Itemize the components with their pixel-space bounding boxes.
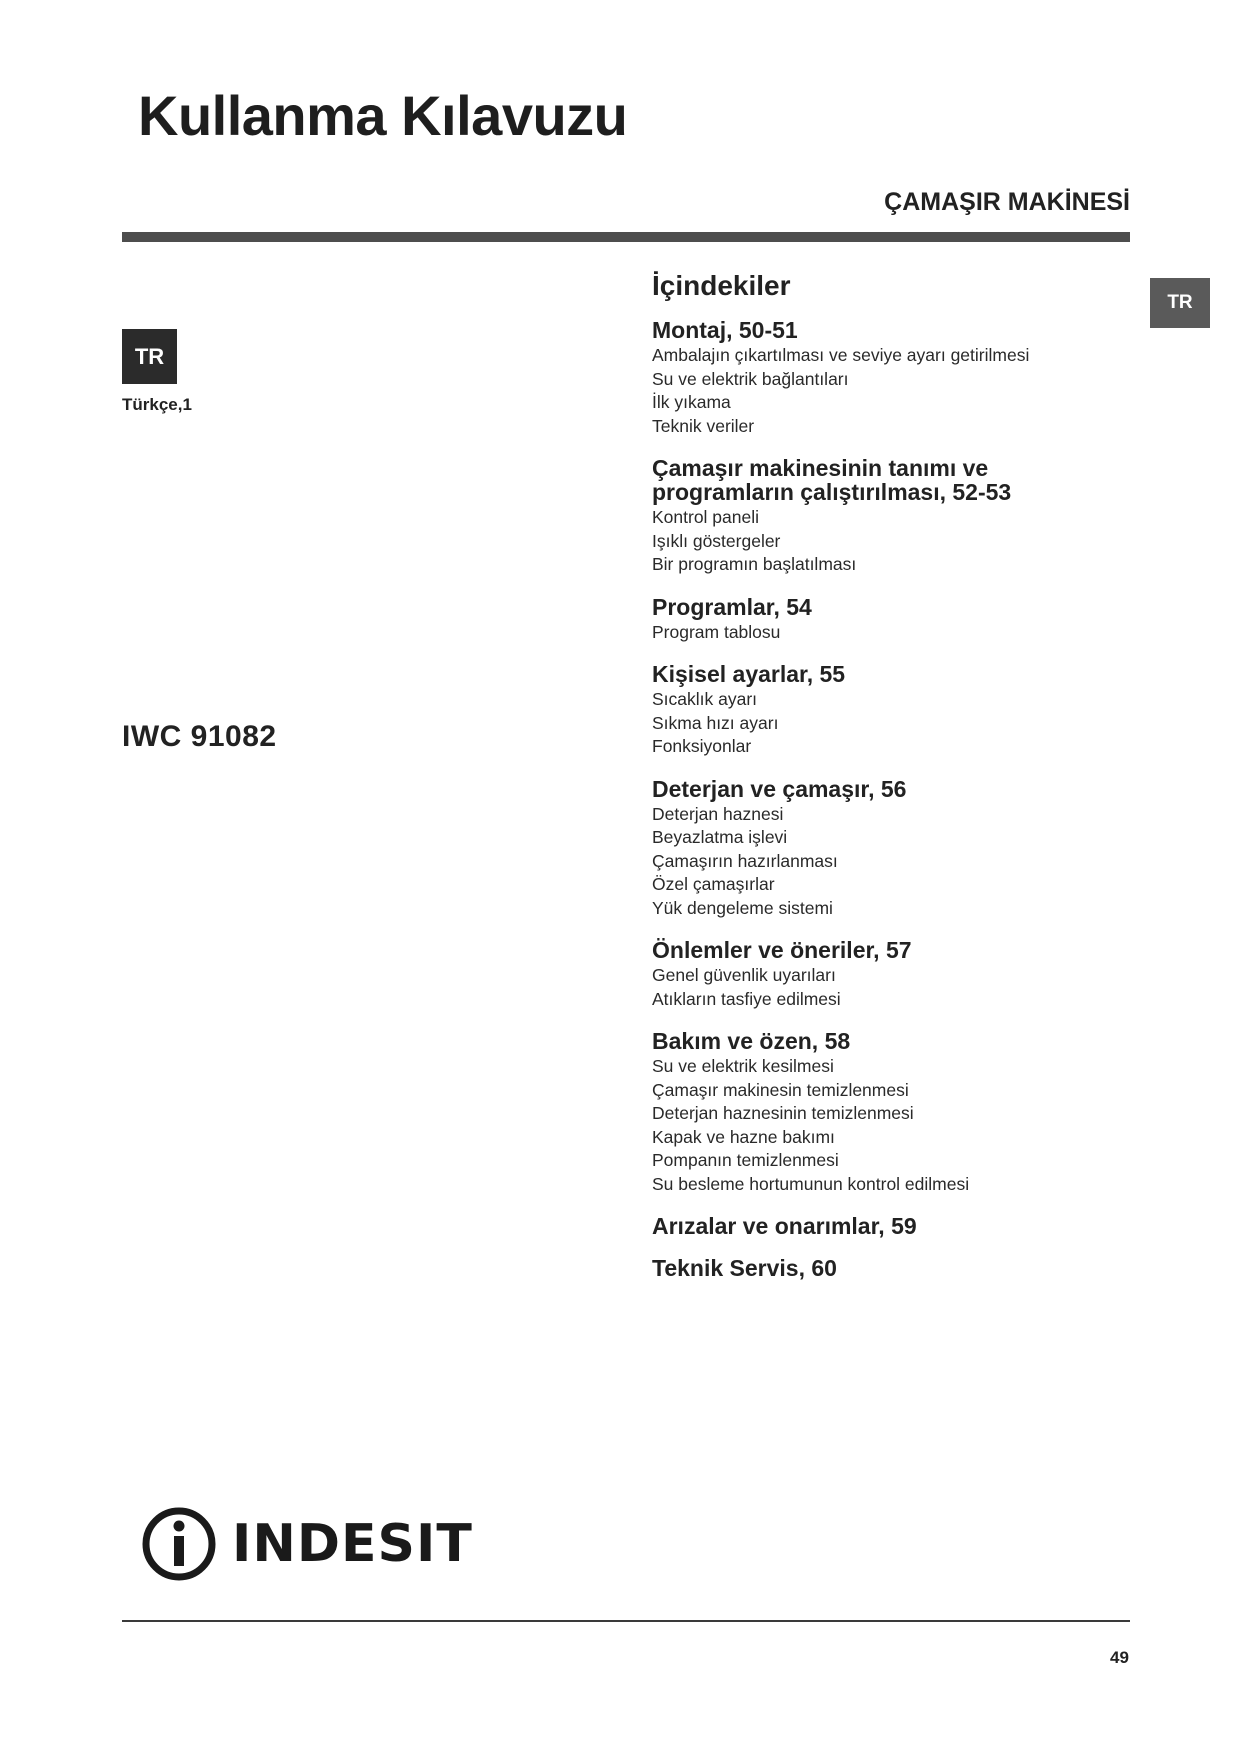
toc-section-title: Önlemler ve öneriler, 57 bbox=[652, 937, 912, 964]
toc-item: Çamaşır makinesin temizlenmesi bbox=[652, 1079, 909, 1100]
table-of-contents bbox=[652, 270, 1122, 1298]
document-title: Kullanma Kılavuzu bbox=[138, 84, 628, 147]
toc-item: Beyazlatma işlevi bbox=[652, 827, 788, 848]
indesit-logo-icon bbox=[140, 1505, 218, 1583]
toc-item: İlk yıkama bbox=[652, 392, 731, 413]
toc-item: Su besleme hortumunun kontrol edilmesi bbox=[652, 1173, 970, 1194]
toc-item-list bbox=[652, 621, 1122, 645]
toc-item-list bbox=[652, 964, 1122, 1011]
header-divider bbox=[122, 232, 1130, 242]
toc-heading: İçindekiler bbox=[652, 270, 791, 301]
toc-item: Fonksiyonlar bbox=[652, 736, 752, 757]
model-number: IWC 91082 bbox=[122, 720, 277, 753]
toc-item: Özel çamaşırlar bbox=[652, 874, 775, 895]
toc-item: Atıkların tasfiye edilmesi bbox=[652, 988, 841, 1009]
toc-item: Kapak ve hazne bakımı bbox=[652, 1126, 835, 1147]
toc-section-title: Arızalar ve onarımlar, 59 bbox=[652, 1213, 917, 1240]
toc-item: Sıkma hızı ayarı bbox=[652, 712, 779, 733]
toc-section-title: Deterjan ve çamaşır, 56 bbox=[652, 775, 907, 802]
toc-section-title: Bakım ve özen, 58 bbox=[652, 1028, 851, 1055]
toc-item: Su ve elektrik bağlantıları bbox=[652, 368, 849, 389]
toc-item: Su ve elektrik kesilmesi bbox=[652, 1056, 834, 1077]
toc-section-title: Montaj, 50-51 bbox=[652, 317, 798, 344]
toc-item: Yük dengeleme sistemi bbox=[652, 897, 833, 918]
document-subtitle: ÇAMAŞIR MAKİNESİ bbox=[884, 188, 1130, 216]
toc-section bbox=[652, 595, 1122, 645]
toc-item: Kontrol paneli bbox=[652, 507, 760, 528]
language-side-tab: TR bbox=[1150, 278, 1210, 328]
page-number: 49 bbox=[1110, 1648, 1129, 1667]
toc-item-list bbox=[652, 1055, 1122, 1196]
language-reference: Türkçe,1 bbox=[122, 395, 192, 414]
toc-sections bbox=[652, 318, 1122, 1280]
toc-item: Işıklı göstergeler bbox=[652, 530, 781, 551]
footer-divider bbox=[122, 1620, 1130, 1622]
toc-section bbox=[652, 662, 1122, 759]
toc-item: Genel güvenlik uyarıları bbox=[652, 965, 836, 986]
toc-item: Deterjan haznesi bbox=[652, 803, 784, 824]
toc-item-list bbox=[652, 344, 1122, 438]
toc-section-title: Kişisel ayarlar, 55 bbox=[652, 661, 846, 688]
brand-logo bbox=[140, 1505, 473, 1583]
toc-item: Çamaşırın hazırlanması bbox=[652, 850, 838, 871]
toc-section-title: Teknik Servis, 60 bbox=[652, 1255, 837, 1282]
toc-section bbox=[652, 777, 1122, 921]
toc-item-list bbox=[652, 506, 1122, 577]
toc-item: Bir programın başlatılması bbox=[652, 554, 857, 575]
toc-item-list bbox=[652, 688, 1122, 759]
toc-item: Program tablosu bbox=[652, 621, 781, 642]
toc-section-title: Programlar, 54 bbox=[652, 593, 812, 620]
toc-item: Ambalajın çıkartılması ve seviye ayarı getirilmesi bbox=[652, 345, 1030, 366]
toc-section bbox=[652, 1029, 1122, 1196]
toc-section bbox=[652, 318, 1122, 438]
toc-section bbox=[652, 456, 1122, 577]
brand-logo-text: INDESIT bbox=[232, 1514, 473, 1574]
toc-item: Pompanın temizlenmesi bbox=[652, 1150, 839, 1171]
toc-section bbox=[652, 1214, 1122, 1238]
toc-item-list bbox=[652, 803, 1122, 921]
toc-section bbox=[652, 1256, 1122, 1280]
toc-section-title: Çamaşır makinesinin tanımı ve programların çalıştırılması, 52-53 bbox=[652, 455, 1012, 506]
toc-section bbox=[652, 938, 1122, 1011]
toc-item: Deterjan haznesinin temizlenmesi bbox=[652, 1103, 914, 1124]
toc-item: Sıcaklık ayarı bbox=[652, 689, 758, 710]
toc-item: Teknik veriler bbox=[652, 415, 755, 436]
language-badge: TR bbox=[122, 329, 177, 384]
